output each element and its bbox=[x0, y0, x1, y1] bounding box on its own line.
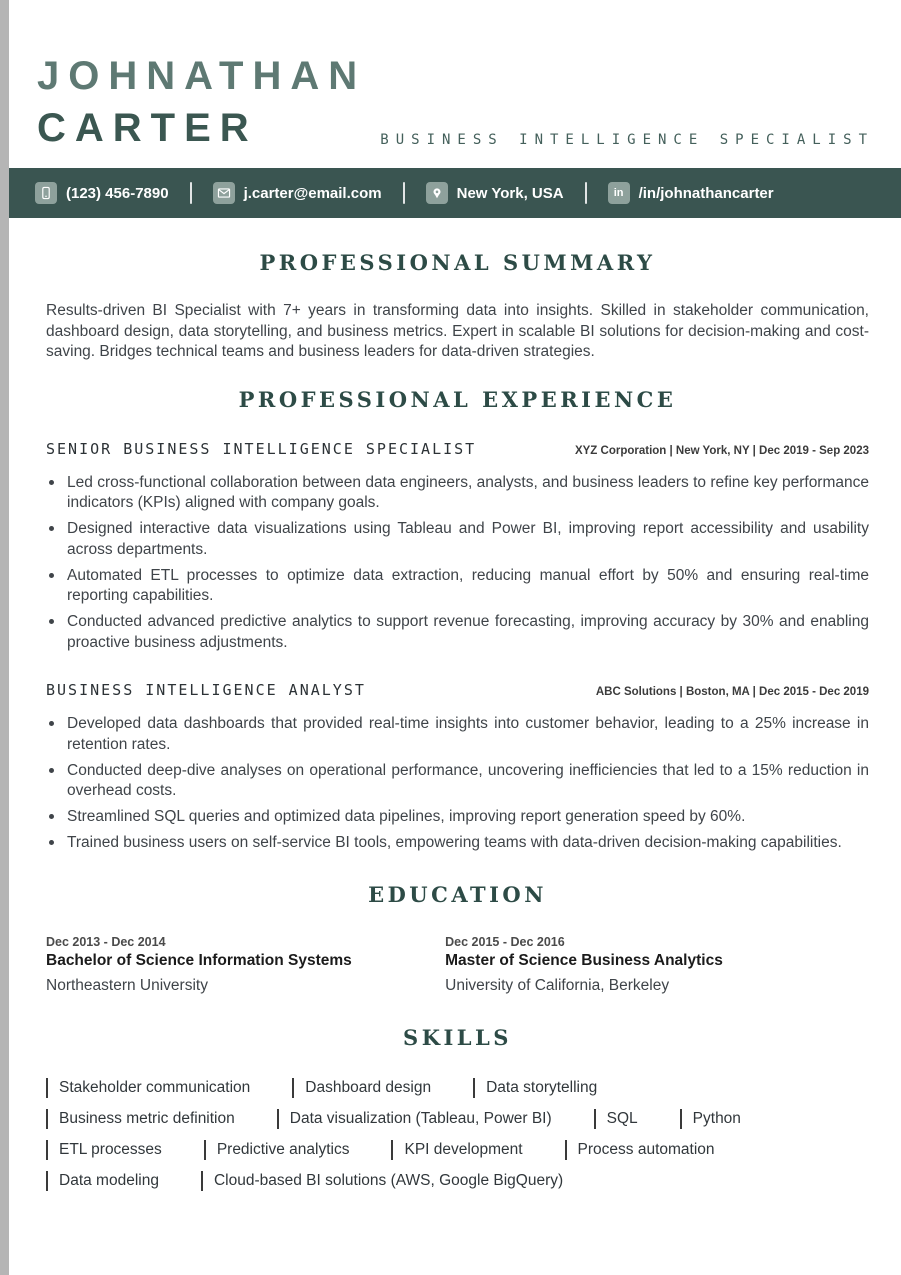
section-education bbox=[46, 882, 869, 995]
skill-item: Business metric definition bbox=[46, 1109, 235, 1129]
contact-location-text: New York, USA bbox=[456, 184, 564, 202]
bullet-item: Designed interactive data visualizations using Tableau and Power BI, improving report accessibility and usability across departments. bbox=[46, 519, 869, 560]
skill-item: Dashboard design bbox=[292, 1078, 431, 1098]
contact-item-linkedin[interactable] bbox=[608, 182, 774, 204]
phone-icon bbox=[35, 182, 57, 204]
bullet-item: Conducted advanced predictive analytics to support revenue forecasting, improving accuracy by 30% and enabling proactive business adjustments. bbox=[46, 612, 869, 653]
job-meta: XYZ Corporation | New York, NY | Dec 2019 - Sep 2023 bbox=[574, 444, 869, 457]
location-pin-icon bbox=[426, 182, 448, 204]
contact-email-text: j.carter@email.com bbox=[243, 184, 382, 202]
education-dates: Dec 2015 - Dec 2016 bbox=[445, 934, 565, 949]
bullet-item: Conducted deep-dive analyses on operational performance, uncovering inefficiencies that led to a 15% reduction in overhead costs. bbox=[46, 761, 869, 802]
contact-item-phone[interactable] bbox=[35, 182, 169, 204]
summary-heading: PROFESSIONAL SUMMARY bbox=[259, 250, 656, 275]
contact-item-location bbox=[426, 182, 564, 204]
skill-item: SQL bbox=[594, 1109, 638, 1129]
education-school: Northeastern University bbox=[46, 976, 208, 994]
education-school: University of California, Berkeley bbox=[445, 976, 670, 994]
skills-heading: SKILLS bbox=[403, 1024, 512, 1050]
resume-page bbox=[9, 0, 901, 1275]
skill-item: Python bbox=[680, 1109, 741, 1129]
skill-item: Cloud-based BI solutions (AWS, Google BigQuery) bbox=[201, 1171, 563, 1191]
page-edge-strip bbox=[0, 0, 9, 1275]
skill-item: Data storytelling bbox=[473, 1078, 597, 1098]
skill-item: Process automation bbox=[565, 1140, 715, 1160]
job-bullet-list bbox=[46, 473, 869, 654]
experience-heading: PROFESSIONAL EXPERIENCE bbox=[238, 386, 677, 412]
education-degree: Bachelor of Science Information Systems bbox=[46, 951, 352, 969]
section-skills bbox=[46, 1025, 869, 1191]
summary-text: Results-driven BI Specialist with 7+ years in transforming data into insights. Skilled in stakeholder communication, dashboard design, data storytelling, and business metrics. Expert in scalable BI solutions for decision-making and cost-saving. Bridges technical teams and business leaders for data-driven strategies. bbox=[46, 302, 869, 360]
contact-item-email[interactable] bbox=[213, 182, 382, 204]
contact-bar bbox=[9, 168, 901, 218]
bullet-item: Led cross-functional collaboration between data engineers, analysts, and business leaders to refine key performance indicators (KPIs) aligned with company goals. bbox=[46, 473, 869, 514]
job-entry-1 bbox=[46, 440, 869, 654]
name-last: CARTER bbox=[37, 106, 258, 150]
job-bullet-list bbox=[46, 714, 869, 854]
contact-separator bbox=[403, 182, 405, 204]
skill-item: ETL processes bbox=[46, 1140, 162, 1160]
contact-phone-text: (123) 456-7890 bbox=[66, 184, 169, 202]
contact-separator bbox=[585, 182, 587, 204]
skills-row bbox=[46, 1140, 869, 1160]
candidate-name bbox=[37, 50, 366, 154]
skill-item: Data modeling bbox=[46, 1171, 159, 1191]
skills-row bbox=[46, 1171, 869, 1191]
bullet-item: Trained business users on self-service BI tools, empowering teams with data-driven decision-making capabilities. bbox=[46, 833, 869, 854]
bullet-item: Streamlined SQL queries and optimized data pipelines, improving report generation speed by 60%. bbox=[46, 807, 869, 828]
education-degree: Master of Science Business Analytics bbox=[445, 951, 723, 969]
job-entry-2 bbox=[46, 681, 869, 854]
contact-linkedin-text: /in/johnathancarter bbox=[638, 184, 774, 202]
education-dates: Dec 2013 - Dec 2014 bbox=[46, 934, 166, 949]
skills-row bbox=[46, 1078, 869, 1098]
section-professional-experience bbox=[46, 387, 869, 854]
name-first: JOHNATHAN bbox=[37, 54, 367, 98]
education-heading: EDUCATION bbox=[368, 881, 547, 907]
job-meta: ABC Solutions | Boston, MA | Dec 2015 - Dec 2019 bbox=[595, 686, 869, 698]
email-icon bbox=[213, 182, 235, 204]
education-entry-1 bbox=[46, 935, 445, 995]
resume-body bbox=[9, 250, 901, 1191]
job-title: SENIOR BUSINESS INTELLIGENCE SPECIALIST bbox=[46, 439, 477, 458]
skills-row bbox=[46, 1109, 869, 1129]
bullet-item: Automated ETL processes to optimize data extraction, reducing manual effort by 50% and ensuring real-time reporting capabilities. bbox=[46, 566, 869, 607]
skill-item: Data visualization (Tableau, Power BI) bbox=[277, 1109, 552, 1129]
bullet-item: Developed data dashboards that provided real-time insights into customer behavior, leading to a 25% increase in retention rates. bbox=[46, 714, 869, 755]
linkedin-icon: in bbox=[608, 182, 630, 204]
contact-separator bbox=[190, 182, 192, 204]
skills-list bbox=[46, 1078, 869, 1191]
skill-item: Predictive analytics bbox=[204, 1140, 350, 1160]
candidate-job-title: BUSINESS INTELLIGENCE SPECIALIST bbox=[380, 132, 874, 148]
job-title: BUSINESS INTELLIGENCE ANALYST bbox=[46, 681, 366, 699]
skill-item: KPI development bbox=[391, 1140, 522, 1160]
section-professional-summary bbox=[46, 250, 869, 363]
education-entry-2 bbox=[445, 935, 869, 995]
skill-item: Stakeholder communication bbox=[46, 1078, 250, 1098]
resume-header bbox=[9, 0, 901, 218]
